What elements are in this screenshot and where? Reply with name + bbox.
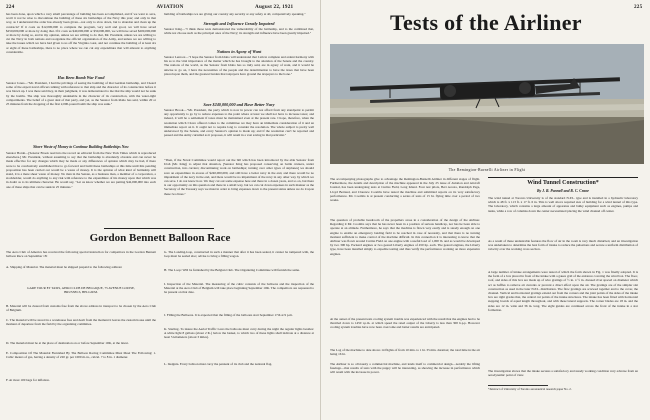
running-title-left: AVIATION (156, 4, 184, 10)
col1-subhead-2: Shore Waste of Money to Continue Building Battleships Now (33, 145, 129, 149)
wind-tunnel-body-2: As a result of these undesirable features the flow of air in the room is very much disturbed, and an investigation was undertaken to determine the best form of intake to reduce the pulsations and secure a uniform distribution of velocity over the working cross section. (488, 239, 638, 252)
gordon-item-l: L. Insignia. Every balloon must carry the pennant of its club and the national flag. (164, 362, 273, 366)
airliner-body-5: The Airliner is so obviously a commercial machine, and lends itself to commercial design—notably the lifting fuselage—that results of tests with the puppy will be interesting, as showing the increase in performance which will result with the increase in power. (330, 362, 480, 375)
photo-caption: The Remington-Burnelli Airliner in Flight (448, 168, 526, 172)
col2-body-3: Senator Lenroot—"I hope the Senator from Idaho will understand that I am in complete and ardent harmony with his as to the vital importance of the matter which he has brought to the attention of the Senate and the country. The nations of the world, as the Senator from Idaho has so truly said, are in agony of want, and it would be unwise to go on, I have the necessities of the people and the determination to have the taxes that have been placed upon them, and the greatest burden that taxpayers have ground the taxpayers to the bone." (164, 55, 314, 76)
page-number-right: 225 (634, 4, 643, 10)
gordon-title: Gordon Bennett Balloon Race (89, 232, 231, 244)
col1-subhead: Has Been Bomb War Fund (57, 75, 105, 80)
wind-tunnel-byline: By J. R. Pannell and R. C. Crane (536, 189, 589, 193)
airliner-body-4: The Log of the machine to date shows 14 flights of from 10 min. to 1 hr. 35 min. duration; the total time in the air being 16 hr. (330, 348, 480, 357)
col2-body-5: "Then, if the Naval Committee would report out the bill which has been introduced by the able Senator from Utah (Mr. King) to adjust that situation, [Senator King has proposed conserving on battle cruisers, under construction, into carriers; discontinuing work on battleships; turning over other types of airplanes] we should save an expenditure in excess of $240,000,000, and still have a better navy in the end, and there would be no impairment of the navy in the end, and there would be no impairment of the navy in any other way by which we can save. I do not know how. We may cut out some expense here and there in a dozen years, and so on, but there is our opportunity on this question and there in a small way, but we can cut down expenses in such manner as the Secretary of the Treasury says we must in order to bring expenses down to the present status unless we do it upon these two lines." (164, 158, 314, 196)
article-title: Tests of the Airliner (390, 10, 582, 35)
gutter (320, 0, 321, 420)
gordon-item-k: K. Starting. To insure the Aerial Traffic Laws the balloons must carry during the night the regular lights besides: A white light 8 gallons (about 2 lb.) below the basket, to which two of these lights shall indicate at a distance at least 5 kilometers (about 3 miles). (164, 327, 314, 340)
col2-subhead-4: Save $240,000,000 and Have Better Navy (203, 102, 275, 107)
col2-body-2: Senator King—"I think those tests demonstrated the vulnerability of the battleship, and to the combined that, while not choose such as the principal ones of the Navy; its strength and influence have been greatly impaired." (164, 27, 314, 36)
airliner-photo (330, 44, 644, 164)
col2-subhead-3: Nations in Agony of Want (216, 49, 262, 54)
gordon-intro: The Aero Club of America has received the following special instruction for competitors in the Gordon Bennett balloon Race on September 18: (6, 250, 156, 259)
footnote-rule (488, 385, 548, 386)
col1-body: Senator Jones—"Mr. President, I had the privilege of seeing the bombing of that German battleship, and I heard some of the expert naval officers talking with reference to that ship and the character of its construction before it was blown up. I was there said they, in their judgment, it was demonstrated to me that the ship would not be sunk by the bombs. The ship was thoroughly unsinkable in the character of its construction, with the water-tight compartments. The belief of a great deal of that party, and yet, as the Senator from Idaho has said, within 20 or 25 minutes from the dropping of the first 2,000-pound bomb the ship was sunk." (6, 81, 156, 107)
gordon-item-f: F. At most 100 bags for inflation. (6, 378, 50, 382)
wind-tunnel-title: Wind Tunnel Construction* (527, 180, 599, 186)
page-number-left: 224 (6, 4, 15, 10)
col2-subhead: Strength and Influence Greatly Impaired (203, 21, 275, 26)
col1-intro: has been done, upon which a very small percentage of building has been accomplished, and if we want to save, won't it not be wise to discontinue the building of these six battleships of the Navy this year; and only in that way, as I understand the order has already been given—not only to slow down, but to abandon and clean up the contracts? If it costs us $12,000,000 to complete the program, very well and good, we will have saved $250,000,000 or more by doing that. If it costs us $40,000,000 or $50,000,000, we will have saved $200,000,000 or more by doing so, and in my opinion, unless we are willing to do that, Mr. President, unless we are willing to cut the Navy in both nations and reorganize the official organization of the Army, and unless we are willing to take the issues which we have had given to us off the Virginia coast, and not continue the building of at least six or eight of these battleships, there is no place where we can cut any expenditure that will amount to anything considerable. (6, 12, 156, 54)
col1-body-2: Senator Borah—[Senator Brook read into the record an editorial from the New York Times which is reproduced elsewhere.] Mr. President, without assuming to say that the battleship is absolutely obsolete and can never be made effective for any changes which may be made or any differences of opinion which may be had, if there were to be conclusively established that to go forward and build these battleships at this time until this pending proposition has been carried out would be a waste of money. It is the opinion of what kind of battleship will stand, it is a mere sheer waste of money. No man in the Senate, as a business man, a member of a corporation, a stockholder, would do anything to any risk with reference to the expenditure of his money upon that which was in doubt as to its ultimate character. He would say, "Let us know whether we are putting $42,000,000 into each one of these ships that can be sunk in 25 minutes." (6, 151, 156, 189)
gordon-item-d: D. The material must be at the place of destination on or before September 10th, at the latest. (6, 341, 129, 345)
gordon-item-a: A. Shipping of Material. The material must be shipped prepaid to the following address: (6, 265, 123, 269)
gordon-address: GARE TOUR ET TASIS, AERO CLUB DE BELGIQUE, 75 AVENUE LOUISE, BRUSSELS, BELGIUM. (27, 286, 135, 295)
section-separator (104, 228, 214, 229)
airliner-body: The accompanying photographs give to advantage the Remington-Burnelli Airliner in different stages of flight. Furthermore, the details and description of the machine appeared in the July 25 issue of Aviation and Aircraft Journal, has been undergoing tests at Curtiss Field, Long Island. Four test pilots, Bert Acosta, Randolph Page, Lloyd Bertaud, and Clarence Coombs have tested the machine and submitted reports on its very satisfactory performance. Mr. Coombs is at present conducting a series of tests of 15 hr. flying time over a period of two weeks. (330, 177, 480, 203)
wind-tunnel-body-3: A large number of intake arrangements were tested of which the form shown in Fig. 1 was finally adopted. It is the form of a box placed in front of the intake with a gauze grid of the entrance covering the wind box. The floor, roof, and sides of this box are made up of wire gratings of ½ in. x ½ in. dressed rivet spaced on diameter which act as baffles to remove air currents or prevent a direct effect upon the air. The gratings are of the simpler slat construction as used in the later N.P.L. distribution. The flow gratings are screwed together and to the cover, the channel. Vertical and horizontal gratings extend out from the corners and the joint points of the sides of the intake box are right grades that, the central cut points of the intake structures. The intake has been fitted with horizontal stepping boards of equal length throughout, and with these lateral supports. The corner blades are 18 in. and the sides are 12 in. wide and 36 in. long. The eight guides are continued across the front of the intake in a star formation. (488, 270, 638, 312)
wind-tunnel-body-4: The investigation shows that the intake secures a satisfactory and steady working condition very adverse from an aerodynamic point of view. (488, 369, 638, 378)
gordon-item-g: G. The Landing-loop, constructed in such a manner that after it has been sealed, it cannot be tampered with, the loop must be sealed also; advise to bring a filling wagon. (164, 250, 314, 259)
gordon-item-c: C. The material will be stored in a warehouse free and dealt from the moment it leaves the custom house until the moment of departure from the field by the organizing committee. (6, 318, 156, 327)
gordon-item-i: I. Inspection of the Material. The measuring of the cubic contents of the balloons and the inspection of the Material at the Aero Club of Belgium will take place beginning September 10th. The competitors are requested to be present on that date. (164, 282, 314, 295)
airliner-body-2: The question of probable headroom of the propellers arose in a consideration of the design of the Airliner. Regarding it Mr. Coombs says that he has never been in a position of serious handicap, nor has he been able to operate at an altitude. Furthermore, he says that the machine is flown very easily and is steady enough on one engine to enable an emergency landing field to be reached in case of necessity, and that there is no turning moment sufficient to make control of the machine difficult. In this connection it is interesting to know that the Airliner was flown around Curtiss Field on one engine with a useful load of 1,000 lb. and as would be developed by two 300 hp. Packard engines or two geared Liberty engines of 450 hp. each. The geared engines, the Liberty type, have been installed simply to expedite testing and thus verify the performance working on more expensive engines. (330, 218, 480, 256)
col2-body: building of battleships we are giving our country any security or any safety at all, comparatively speaking." (164, 12, 306, 16)
gordon-item-e: E. Composition Of The Material Furnished By The Balloon Racing Committee Must Meet The Following: 1. Cubic meters of gas, having a density of 220 gr. per 1000 m.cu., calcul. 7 to 8 in. 1 diameter. (6, 351, 156, 360)
gordon-item-h: H. The Loop: Will be furnished by the Belgian Club. The Organizing Committee will furnish the same. (164, 268, 300, 272)
wind-tunnel-rule (488, 177, 638, 178)
gordon-item-b: B. Material will be cleared from customs free from the above address in transport to be chosen by the Aero Club of Belgium. (6, 304, 156, 313)
wind-tunnel-body: The wind tunnel at Toronto University is of the standard N.P.L. type and is installed in a hydraulic laboratory which is 48 ft. x 113 ft. x 17 ft. 6 in. This is well above required size of building for a wind tunnel of this type. The laboratory, which contains a large amount of apparatus and bulky equipment such as engines, pumps and tanks, while a row of columns down the center necessitated placing the wind channel off center. (488, 196, 638, 213)
airliner-body-3: At the outset of the present tests cooling system trouble was experienced with the result that the engines had to be throttled down to 1450 r.p.m. at which speed the rated output of the Liberty is less than 300 h.p.p. However cooling system troubles have now been overcome and better results are anticipated. (330, 317, 480, 330)
col2-body-4: Senator Brook—"Mr. President, the party which is now in power can not afford from any standpoint to permit any opportunity to go by to reduce expenses to the point where at least we shall not have to increase taxes; and indeed, it will be a settlement if taxes must be maintained even at the present rate. I hope, therefore, when the resolution which I have offered comes to the committee we may have an immediate consideration of it and an immediate report on it. It ought not to require long to consider the resolution. The whole subject is pretty well understood by the Senate, and every Senator's opinion is made up; and if the resolution can't be reported and passed and the Army curtailed as it proposes, it will result in a vast saving in that particular." (164, 108, 314, 138)
header-date: August 22, 1921 (255, 4, 294, 10)
wind-tunnel-footnote: *Abstract of University of Toronto aeronautical research paper No. 2. (488, 387, 572, 391)
airliner-in-flight-image (330, 44, 644, 164)
gordon-item-j: J. Filling the Balloons. It is expected that the filling of the balloons start September 17th at 9 p.m. (164, 313, 293, 317)
